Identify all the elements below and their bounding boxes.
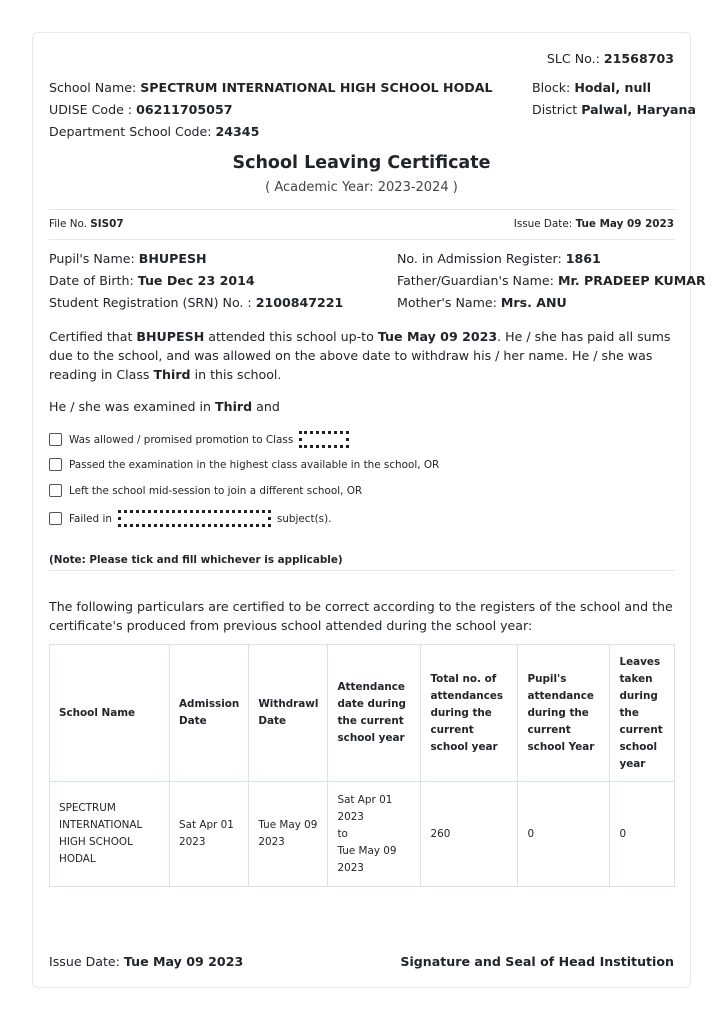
divider <box>49 209 675 210</box>
father-guardian-name: Father/Guardian's Name: Mr. PRADEEP KUMAR <box>397 273 706 288</box>
note: (Note: Please tick and fill whichever is applicable) <box>49 554 343 566</box>
school-name: School Name: SPECTRUM INTERNATIONAL HIGH SCHOOL HODAL <box>49 80 493 95</box>
cell-school-name: SPECTRUM INTERNATIONAL HIGH SCHOOL HODAL <box>50 782 170 887</box>
header-school-name: School Name <box>50 645 170 782</box>
date-of-birth: Date of Birth: Tue Dec 23 2014 <box>49 273 255 288</box>
divider <box>49 570 675 571</box>
certificate-title: School Leaving Certificate <box>232 153 491 173</box>
option-promotion: Was allowed / promised promotion to Class <box>49 431 355 448</box>
issue-date-top: Issue Date: Tue May 09 2023 <box>513 218 674 230</box>
header-total-attendances: Total no. of attendances during the current school year <box>421 645 518 782</box>
particulars-paragraph: The following particulars are certified to be correct according to the registers of the school and the certificate's produced from previous school attended during the school year: <box>49 599 673 633</box>
option-left: Left the school mid-session to join a different school, OR <box>49 484 362 497</box>
certified-paragraph: Certified that BHUPESH attended this school up-to Tue May 09 2023. He / she has paid all sums due to the school, and was allowed on the above date to withdraw his / her name. He / she was reading in Class Third in this school. <box>49 329 671 382</box>
department-school-code: Department School Code: 24345 <box>49 124 260 139</box>
cell-admission-date: Sat Apr 01 2023 <box>170 782 249 887</box>
school-record-table <box>49 644 675 887</box>
signature-label: Signature and Seal of Head Institution <box>400 954 674 969</box>
cell-total-attendances: 260 <box>421 782 518 887</box>
promotion-checkbox[interactable] <box>49 433 62 446</box>
promotion-class-field[interactable] <box>299 431 349 448</box>
failed-checkbox[interactable] <box>49 512 62 525</box>
header-leaves: Leaves taken during the current school year <box>610 645 675 782</box>
mother-name: Mother's Name: Mrs. ANU <box>397 295 567 310</box>
header-withdrawl-date: Withdrawl Date <box>249 645 328 782</box>
cell-leaves: 0 <box>610 782 675 887</box>
pupil-name: Pupil's Name: BHUPESH <box>49 251 207 266</box>
academic-year: ( Academic Year: 2023-2024 ) <box>265 180 458 195</box>
table-row <box>50 782 675 887</box>
srn-number: Student Registration (SRN) No. : 2100847221 <box>49 295 344 310</box>
failed-subjects-field[interactable] <box>118 510 271 527</box>
file-number: File No. SIS07 <box>49 218 124 230</box>
certificate-card <box>32 32 706 988</box>
examined-line: He / she was examined in Third and <box>49 399 280 414</box>
option-failed: Failed in subject(s). <box>49 510 331 527</box>
option-passed: Passed the examination in the highest class available in the school, OR <box>49 458 439 471</box>
header-admission-date: Admission Date <box>170 645 249 782</box>
admission-register-number: No. in Admission Register: 1861 <box>397 251 601 266</box>
slc-number: SLC No.: 21568703 <box>546 51 674 66</box>
district: District Palwal, Haryana <box>532 102 696 117</box>
divider <box>49 239 675 240</box>
footer-issue-date: Issue Date: Tue May 09 2023 <box>49 954 244 969</box>
left-checkbox[interactable] <box>49 484 62 497</box>
table-header-row <box>50 645 675 782</box>
block: Block: Hodal, null <box>532 80 652 95</box>
cell-pupil-attendance: 0 <box>518 782 610 887</box>
udise-code: UDISE Code : 06211705057 <box>49 102 233 117</box>
header-pupil-attendance: Pupil's attendance during the current school Year <box>518 645 610 782</box>
header-attendance-date: Attendance date during the current school year <box>328 645 421 782</box>
cell-attendance-date: Sat Apr 01 2023 to Tue May 09 2023 <box>328 782 421 887</box>
passed-checkbox[interactable] <box>49 458 62 471</box>
cell-withdrawl-date: Tue May 09 2023 <box>249 782 328 887</box>
